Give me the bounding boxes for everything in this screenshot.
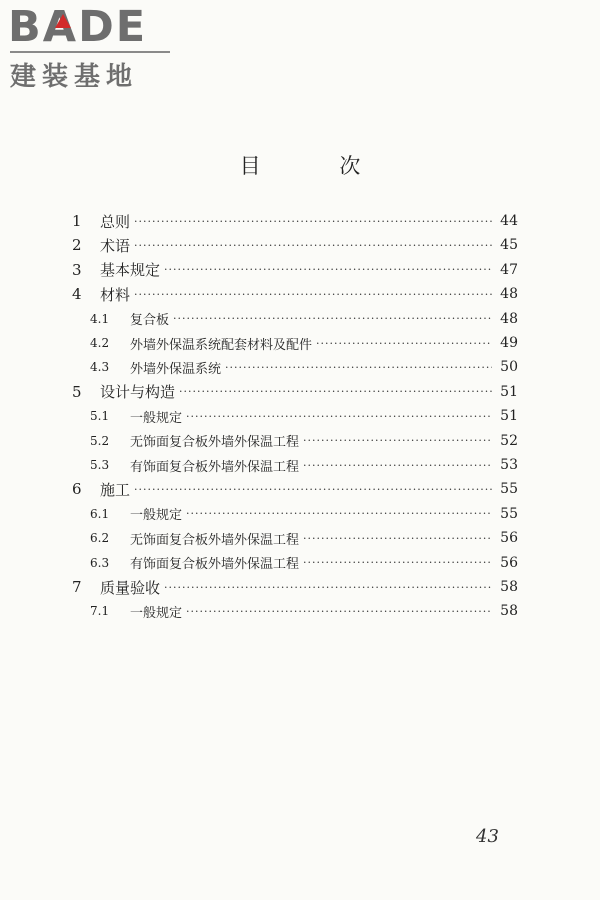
toc-entry[interactable]: [72, 308, 518, 330]
toc-entry-label: 质量验收: [100, 578, 161, 597]
toc-dot-leader: [134, 483, 492, 496]
toc-entry-page: 51: [500, 383, 518, 400]
toc-entry-label: 一般规定: [130, 508, 183, 524]
toc-entry[interactable]: [72, 283, 518, 305]
toc-entry[interactable]: [72, 405, 518, 427]
toc-entry-label: 有饰面复合板外墙外保温工程: [130, 557, 300, 573]
toc-entry-number: 4.2: [90, 336, 110, 350]
toc-entry-page: 49: [500, 335, 518, 351]
toc-entry[interactable]: [72, 600, 518, 622]
toc-dot-leader: [225, 361, 492, 374]
toc-entry-label: 外墙外保温系统: [130, 361, 222, 377]
toc-entry-label: 一般规定: [130, 605, 183, 621]
toc-entry-label: 术语: [100, 236, 131, 255]
toc-entry-page: 56: [500, 530, 518, 547]
toc-entry-number: 7: [72, 578, 82, 596]
toc-entry[interactable]: [72, 478, 518, 500]
logo-letters-end: DE: [78, 2, 148, 52]
page-number: 43: [476, 826, 499, 847]
toc-entry-page: 44: [500, 213, 518, 229]
toc-entry-page: 53: [500, 457, 518, 473]
toc-entry[interactable]: [72, 234, 518, 256]
toc-entry-page: 51: [500, 408, 518, 425]
toc-entry-number: 4.1: [90, 311, 110, 326]
toc-dot-leader: [164, 581, 492, 594]
logo-chinese-text: 建装基地: [10, 62, 139, 92]
toc-dot-leader: [303, 556, 492, 569]
toc-dot-leader: [186, 605, 492, 618]
toc-dot-leader: [303, 434, 492, 447]
toc-entry-number: 6: [72, 480, 82, 499]
toc-entry[interactable]: [72, 430, 518, 452]
toc-dot-leader: [164, 263, 492, 276]
toc-entry-page: 52: [500, 432, 518, 449]
toc-entry-label: 一般规定: [130, 410, 183, 426]
toc-entry-label: 设计与构造: [100, 383, 176, 402]
toc-entry-number: 3: [72, 260, 82, 279]
toc-dot-leader: [179, 385, 492, 398]
toc-entry-label: 基本规定: [100, 261, 161, 280]
toc-entry-label: 外墙外保温系统配套材料及配件: [130, 337, 313, 353]
toc-entry-number: 6.3: [90, 555, 110, 570]
toc-entry-label: 施工: [100, 480, 131, 499]
logo-red-triangle-icon: [55, 14, 71, 28]
toc-entry-page: 55: [500, 505, 518, 522]
toc-dot-leader: [303, 532, 492, 545]
toc-entry-label: 材料: [100, 285, 131, 304]
bade-logo: [8, 4, 178, 93]
toc-entry[interactable]: [72, 356, 518, 378]
toc-entry-number: 7.1: [90, 604, 110, 619]
toc-entry[interactable]: [72, 576, 518, 598]
toc-dot-leader: [134, 288, 492, 301]
toc-dot-leader: [303, 459, 492, 472]
toc-entry-page: 50: [500, 359, 518, 376]
toc-entry-page: 58: [500, 603, 518, 620]
toc-entry-number: 1: [72, 212, 82, 230]
toc-dot-leader: [316, 337, 492, 350]
toc-entry-page: 55: [500, 481, 518, 498]
logo-wordmark: [8, 4, 147, 50]
logo-letters-start: B: [8, 2, 43, 52]
toc-entry[interactable]: [72, 381, 518, 403]
toc-dot-leader: [134, 215, 492, 228]
toc-entry[interactable]: [72, 454, 518, 476]
toc-dot-leader: [173, 312, 492, 325]
toc-title: 目 次: [239, 154, 397, 178]
toc-entry-number: 6.1: [90, 506, 110, 521]
toc-entry-number: 5.3: [90, 458, 110, 472]
toc-entry-page: 45: [500, 237, 518, 254]
toc-entry[interactable]: [72, 259, 518, 281]
toc-entry[interactable]: [72, 332, 518, 354]
toc-entry-number: 4: [72, 285, 82, 304]
toc-entry-number: 2: [72, 236, 82, 255]
toc-entry-page: 48: [500, 286, 518, 303]
toc-entry-page: 58: [500, 579, 518, 595]
toc-entry-page: 48: [500, 310, 518, 327]
toc-entry[interactable]: [72, 210, 518, 232]
toc-entry-number: 6.2: [90, 531, 110, 546]
toc-entry-page: 56: [500, 554, 518, 571]
toc-entry[interactable]: [72, 527, 518, 549]
logo-letter-accent: A: [42, 2, 79, 52]
toc-entry-number: 5.2: [90, 433, 110, 448]
toc-entry-label: 复合板: [130, 313, 170, 329]
toc-entry-label: 总则: [100, 212, 131, 231]
toc-entry-number: 5.1: [90, 409, 110, 424]
toc-dot-leader: [186, 410, 492, 423]
toc-entry-page: 47: [500, 261, 518, 278]
toc-dot-leader: [134, 239, 492, 252]
toc-entry[interactable]: [72, 552, 518, 574]
toc-entry[interactable]: [72, 503, 518, 525]
toc-entry-label: 无饰面复合板外墙外保温工程: [130, 532, 300, 548]
toc-entry-number: 5: [72, 382, 82, 401]
toc-entry-label: 无饰面复合板外墙外保温工程: [130, 435, 300, 451]
toc-entry-label: 有饰面复合板外墙外保温工程: [130, 459, 300, 475]
toc-dot-leader: [186, 507, 492, 520]
toc-entry-number: 4.3: [90, 360, 110, 375]
